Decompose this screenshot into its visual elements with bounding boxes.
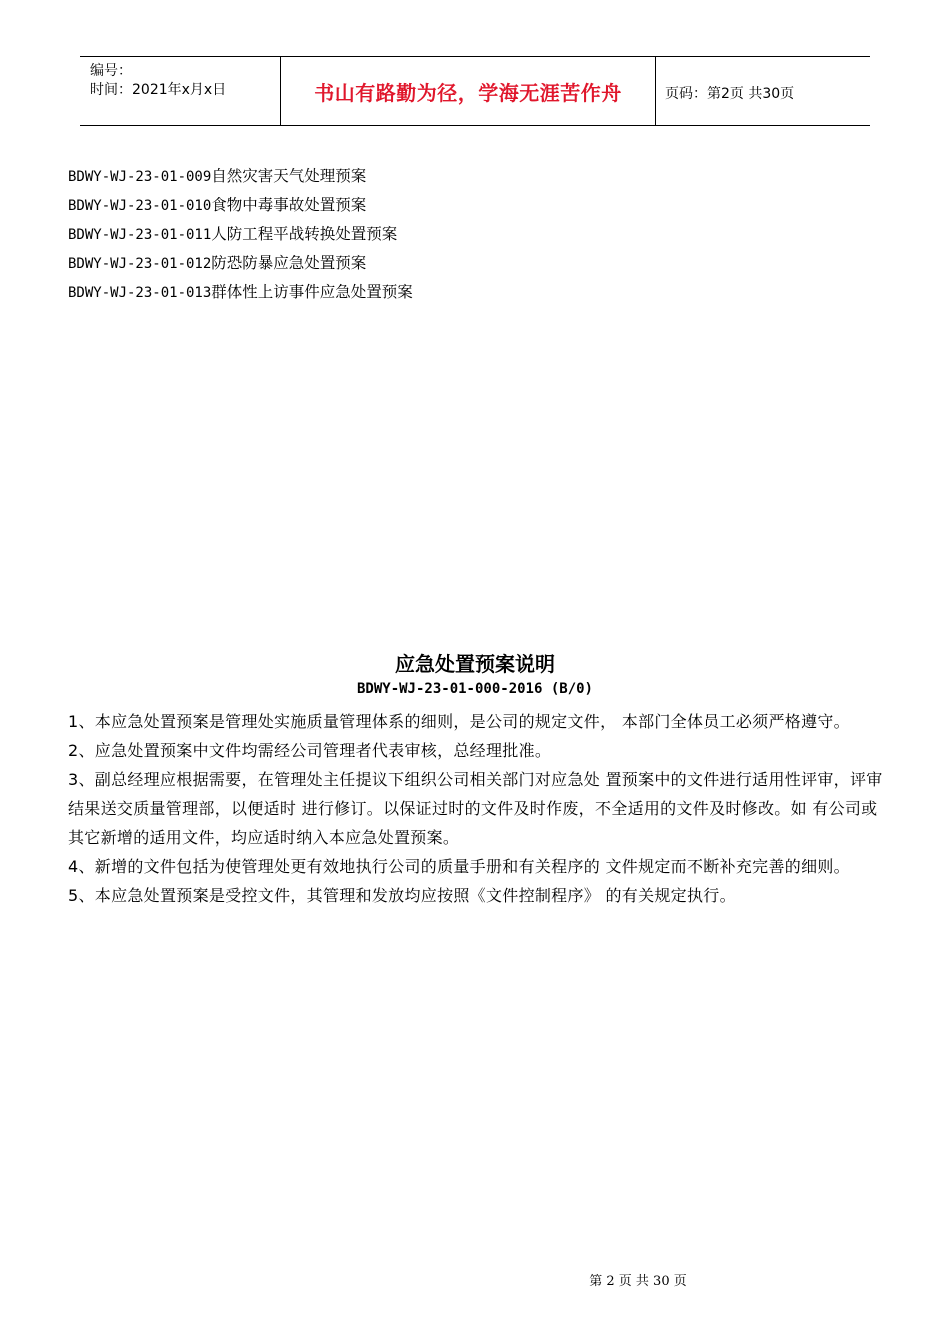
list-item — [68, 249, 413, 278]
paragraph: 5、本应急处置预案是受控文件，其管理和发放均应按照《文件控制程序》 的有关规定执行。 — [68, 886, 736, 905]
doc-name: 人防工程平战转换处置预案 — [211, 225, 398, 243]
doc-code: BDWY-WJ-23-01-010 — [68, 198, 212, 214]
page-footer: 第 2 页 共 30 页 — [589, 1274, 687, 1289]
header-page-cell — [655, 57, 870, 125]
doc-name: 群体性上访事件应急处置预案 — [211, 283, 413, 301]
header-motto-cell — [280, 57, 656, 125]
doc-code: BDWY-WJ-23-01-012 — [68, 256, 212, 272]
paragraph: 2、应急处置预案中文件均需经公司管理者代表审核，总经理批准。 — [68, 741, 552, 760]
time-label: 时间：2021年x月x日 — [90, 82, 227, 98]
list-item — [68, 162, 413, 191]
section-code: BDWY-WJ-23-01-000-2016 (B/0) — [356, 681, 593, 697]
header-table — [80, 56, 870, 126]
section-title: 应急处置预案说明 — [395, 652, 555, 676]
doc-code: BDWY-WJ-23-01-011 — [68, 227, 212, 243]
doc-name: 防恐防暴应急处置预案 — [211, 254, 367, 272]
document-list — [68, 162, 413, 307]
list-item — [68, 278, 413, 307]
doc-name: 食物中毒事故处置预案 — [211, 196, 367, 214]
list-item — [68, 191, 413, 220]
paragraph: 3、副总经理应根据需要，在管理处主任提议下组织公司相关部门对应急处 置预案中的文件进行适用性评审，评审结果送交质量管理部，以便适时 进行修订。以保证过时的文件及时作废，不全适用的文件及时修改。如 有公司或其它新增的适用文件，均应适时纳入本应急处置预案。 — [68, 770, 883, 847]
doc-name: 自然灾害天气处理预案 — [211, 167, 367, 185]
page-code: 页码：第2页 共30页 — [665, 86, 795, 102]
doc-code: BDWY-WJ-23-01-009 — [68, 169, 212, 185]
section-body — [68, 707, 883, 910]
list-item — [68, 220, 413, 249]
paragraph: 1、本应急处置预案是管理处实施质量管理体系的细则，是公司的规定文件， 本部门全体员工必须严格遵守。 — [68, 712, 850, 731]
motto: 书山有路勤为径，学海无涯苦作舟 — [314, 81, 622, 105]
header-info-cell — [80, 57, 280, 125]
doc-code: BDWY-WJ-23-01-013 — [68, 285, 212, 301]
paragraph: 4、新增的文件包括为使管理处更有效地执行公司的质量手册和有关程序的 文件规定而不断补充完善的细则。 — [68, 857, 850, 876]
number-label: 编号： — [90, 63, 132, 79]
